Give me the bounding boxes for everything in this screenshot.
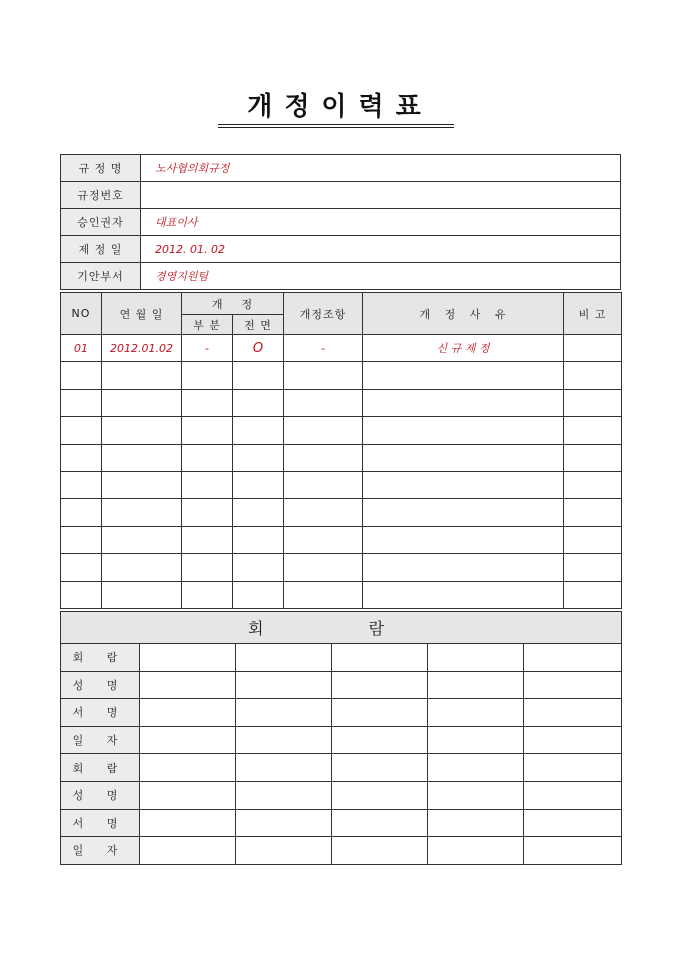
circulation-cell[interactable]	[332, 644, 428, 672]
circulation-label: 서 명	[61, 809, 140, 837]
info-label: 승인권자	[61, 209, 141, 236]
circulation-cell[interactable]	[332, 754, 428, 782]
circulation-cell[interactable]	[428, 809, 524, 837]
empty-cell[interactable]	[284, 362, 363, 389]
table-row	[61, 335, 622, 362]
table-row	[61, 417, 622, 444]
circulation-cell[interactable]	[236, 671, 332, 699]
circulation-label: 일 자	[61, 726, 140, 754]
empty-cell[interactable]	[284, 554, 363, 581]
table-row	[61, 444, 622, 471]
circulation-cell[interactable]	[236, 699, 332, 727]
circulation-row	[61, 644, 622, 672]
empty-cell[interactable]	[363, 554, 564, 581]
circulation-cell[interactable]	[140, 781, 236, 809]
row-note[interactable]	[564, 335, 622, 362]
empty-cell[interactable]	[182, 417, 233, 444]
empty-cell[interactable]	[102, 389, 182, 416]
empty-cell[interactable]	[182, 499, 233, 526]
empty-cell[interactable]	[102, 554, 182, 581]
empty-cell[interactable]	[182, 526, 233, 553]
circulation-cell[interactable]	[524, 809, 622, 837]
info-label: 기안부서	[61, 263, 141, 290]
circulation-cell[interactable]	[428, 699, 524, 727]
empty-cell[interactable]	[363, 444, 564, 471]
empty-cell[interactable]	[61, 526, 102, 553]
circulation-row	[61, 726, 622, 754]
empty-cell[interactable]	[102, 471, 182, 498]
enactment-date-value[interactable]: 2012. 01. 02	[141, 236, 621, 263]
empty-cell[interactable]	[182, 389, 233, 416]
revision-history-table	[60, 292, 622, 609]
table-row	[61, 581, 622, 608]
empty-cell[interactable]	[284, 389, 363, 416]
circulation-cell[interactable]	[428, 781, 524, 809]
circulation-row	[61, 809, 622, 837]
empty-cell[interactable]	[564, 581, 622, 608]
circulation-cell[interactable]	[524, 781, 622, 809]
page-title: 개정이력표	[247, 92, 433, 122]
info-row	[61, 155, 621, 182]
circulation-table	[60, 611, 622, 865]
approver-value[interactable]: 대표이사	[141, 209, 621, 236]
empty-cell[interactable]	[182, 471, 233, 498]
info-label: 규정번호	[61, 182, 141, 209]
info-label: 제 정 일	[61, 236, 141, 263]
circulation-row	[61, 754, 622, 782]
circulation-cell[interactable]	[140, 726, 236, 754]
row-clause[interactable]: -	[284, 335, 363, 362]
circulation-cell[interactable]	[524, 726, 622, 754]
empty-cell[interactable]	[102, 581, 182, 608]
circulation-label: 일 자	[61, 837, 140, 865]
info-row	[61, 263, 621, 290]
circulation-cell[interactable]	[140, 671, 236, 699]
empty-cell[interactable]	[363, 471, 564, 498]
info-row	[61, 182, 621, 209]
empty-cell[interactable]	[233, 554, 284, 581]
empty-cell[interactable]	[102, 362, 182, 389]
empty-cell[interactable]	[233, 526, 284, 553]
empty-cell[interactable]	[61, 417, 102, 444]
empty-cell[interactable]	[61, 499, 102, 526]
empty-cell[interactable]	[363, 389, 564, 416]
circulation-row	[61, 781, 622, 809]
empty-cell[interactable]	[102, 444, 182, 471]
row-reason[interactable]: 신 규 제 정	[363, 335, 564, 362]
circulation-cell[interactable]	[428, 837, 524, 865]
circulation-cell[interactable]	[524, 644, 622, 672]
regulation-number-value[interactable]	[141, 182, 621, 209]
circulation-cell[interactable]	[332, 699, 428, 727]
empty-cell[interactable]	[284, 417, 363, 444]
circulation-cell[interactable]	[524, 699, 622, 727]
row-no[interactable]: 01	[61, 335, 102, 362]
circulation-cell[interactable]	[236, 754, 332, 782]
circulation-label: 회 람	[61, 754, 140, 782]
circulation-row	[61, 837, 622, 865]
empty-cell[interactable]	[363, 417, 564, 444]
empty-cell[interactable]	[233, 444, 284, 471]
header-reason: 개 정 사 유	[363, 293, 564, 335]
empty-cell[interactable]	[233, 417, 284, 444]
header-clause: 개정조항	[284, 293, 363, 335]
empty-cell[interactable]	[284, 499, 363, 526]
circulation-cell[interactable]	[428, 754, 524, 782]
circulation-cell[interactable]	[428, 726, 524, 754]
table-row	[61, 554, 622, 581]
circulation-cell[interactable]	[524, 837, 622, 865]
info-row	[61, 209, 621, 236]
circulation-cell[interactable]	[236, 781, 332, 809]
circulation-cell[interactable]	[524, 671, 622, 699]
header-revision: 개 정	[182, 293, 284, 315]
circulation-label: 성 명	[61, 781, 140, 809]
circulation-cell[interactable]	[332, 837, 428, 865]
title-underline	[218, 124, 454, 125]
empty-cell[interactable]	[564, 417, 622, 444]
empty-cell[interactable]	[182, 444, 233, 471]
circulation-cell[interactable]	[524, 754, 622, 782]
empty-cell[interactable]	[182, 581, 233, 608]
empty-cell[interactable]	[363, 362, 564, 389]
circulation-cell[interactable]	[332, 726, 428, 754]
empty-cell[interactable]	[564, 554, 622, 581]
empty-cell[interactable]	[564, 362, 622, 389]
empty-cell[interactable]	[564, 526, 622, 553]
circulation-label: 회 람	[61, 644, 140, 672]
circulation-title: 회 람	[61, 612, 622, 644]
empty-cell[interactable]	[233, 389, 284, 416]
header-date: 연 월 일	[102, 293, 182, 335]
empty-cell[interactable]	[363, 499, 564, 526]
circulation-label: 성 명	[61, 671, 140, 699]
regulation-info-table	[60, 154, 621, 290]
info-label: 규 정 명	[61, 155, 141, 182]
table-row	[61, 499, 622, 526]
circulation-cell[interactable]	[140, 644, 236, 672]
empty-cell[interactable]	[61, 389, 102, 416]
circulation-cell[interactable]	[236, 809, 332, 837]
row-partial[interactable]: -	[182, 335, 233, 362]
circulation-cell[interactable]	[140, 699, 236, 727]
empty-cell[interactable]	[284, 444, 363, 471]
empty-cell[interactable]	[284, 526, 363, 553]
empty-cell[interactable]	[564, 471, 622, 498]
circulation-cell[interactable]	[428, 671, 524, 699]
circulation-cell[interactable]	[236, 644, 332, 672]
empty-cell[interactable]	[102, 417, 182, 444]
header-full: 전 면	[233, 315, 284, 335]
circulation-cell[interactable]	[140, 837, 236, 865]
circulation-label: 서 명	[61, 699, 140, 727]
table-row	[61, 526, 622, 553]
circulation-cell[interactable]	[332, 809, 428, 837]
circulation-cell[interactable]	[236, 837, 332, 865]
empty-cell[interactable]	[61, 471, 102, 498]
empty-cell[interactable]	[363, 526, 564, 553]
title-underline-2	[218, 127, 454, 128]
empty-cell[interactable]	[61, 581, 102, 608]
empty-cell[interactable]	[182, 554, 233, 581]
empty-cell[interactable]	[61, 362, 102, 389]
empty-cell[interactable]	[363, 581, 564, 608]
regulation-name-value[interactable]: 노사협의회규정	[141, 155, 621, 182]
circulation-cell[interactable]	[140, 809, 236, 837]
drafting-department-value[interactable]: 경영지원팀	[141, 263, 621, 290]
circulation-row	[61, 671, 622, 699]
empty-cell[interactable]	[564, 389, 622, 416]
empty-cell[interactable]	[564, 499, 622, 526]
empty-cell[interactable]	[102, 499, 182, 526]
info-row	[61, 236, 621, 263]
row-date[interactable]: 2012.01.02	[102, 335, 182, 362]
empty-cell[interactable]	[233, 471, 284, 498]
empty-cell[interactable]	[102, 526, 182, 553]
circulation-cell[interactable]	[332, 671, 428, 699]
table-row	[61, 389, 622, 416]
table-row	[61, 471, 622, 498]
empty-cell[interactable]	[233, 581, 284, 608]
empty-cell[interactable]	[284, 471, 363, 498]
header-note: 비 고	[564, 293, 622, 335]
empty-cell[interactable]	[182, 362, 233, 389]
circulation-cell[interactable]	[140, 754, 236, 782]
header-partial: 부 분	[182, 315, 233, 335]
circulation-row	[61, 699, 622, 727]
empty-cell[interactable]	[61, 554, 102, 581]
header-no: NO	[61, 293, 102, 335]
empty-cell[interactable]	[284, 581, 363, 608]
empty-cell[interactable]	[233, 499, 284, 526]
empty-cell[interactable]	[564, 444, 622, 471]
row-full[interactable]: O	[233, 335, 284, 362]
empty-cell[interactable]	[61, 444, 102, 471]
circulation-cell[interactable]	[428, 644, 524, 672]
circulation-cell[interactable]	[236, 726, 332, 754]
empty-cell[interactable]	[233, 362, 284, 389]
circulation-cell[interactable]	[332, 781, 428, 809]
table-row	[61, 362, 622, 389]
